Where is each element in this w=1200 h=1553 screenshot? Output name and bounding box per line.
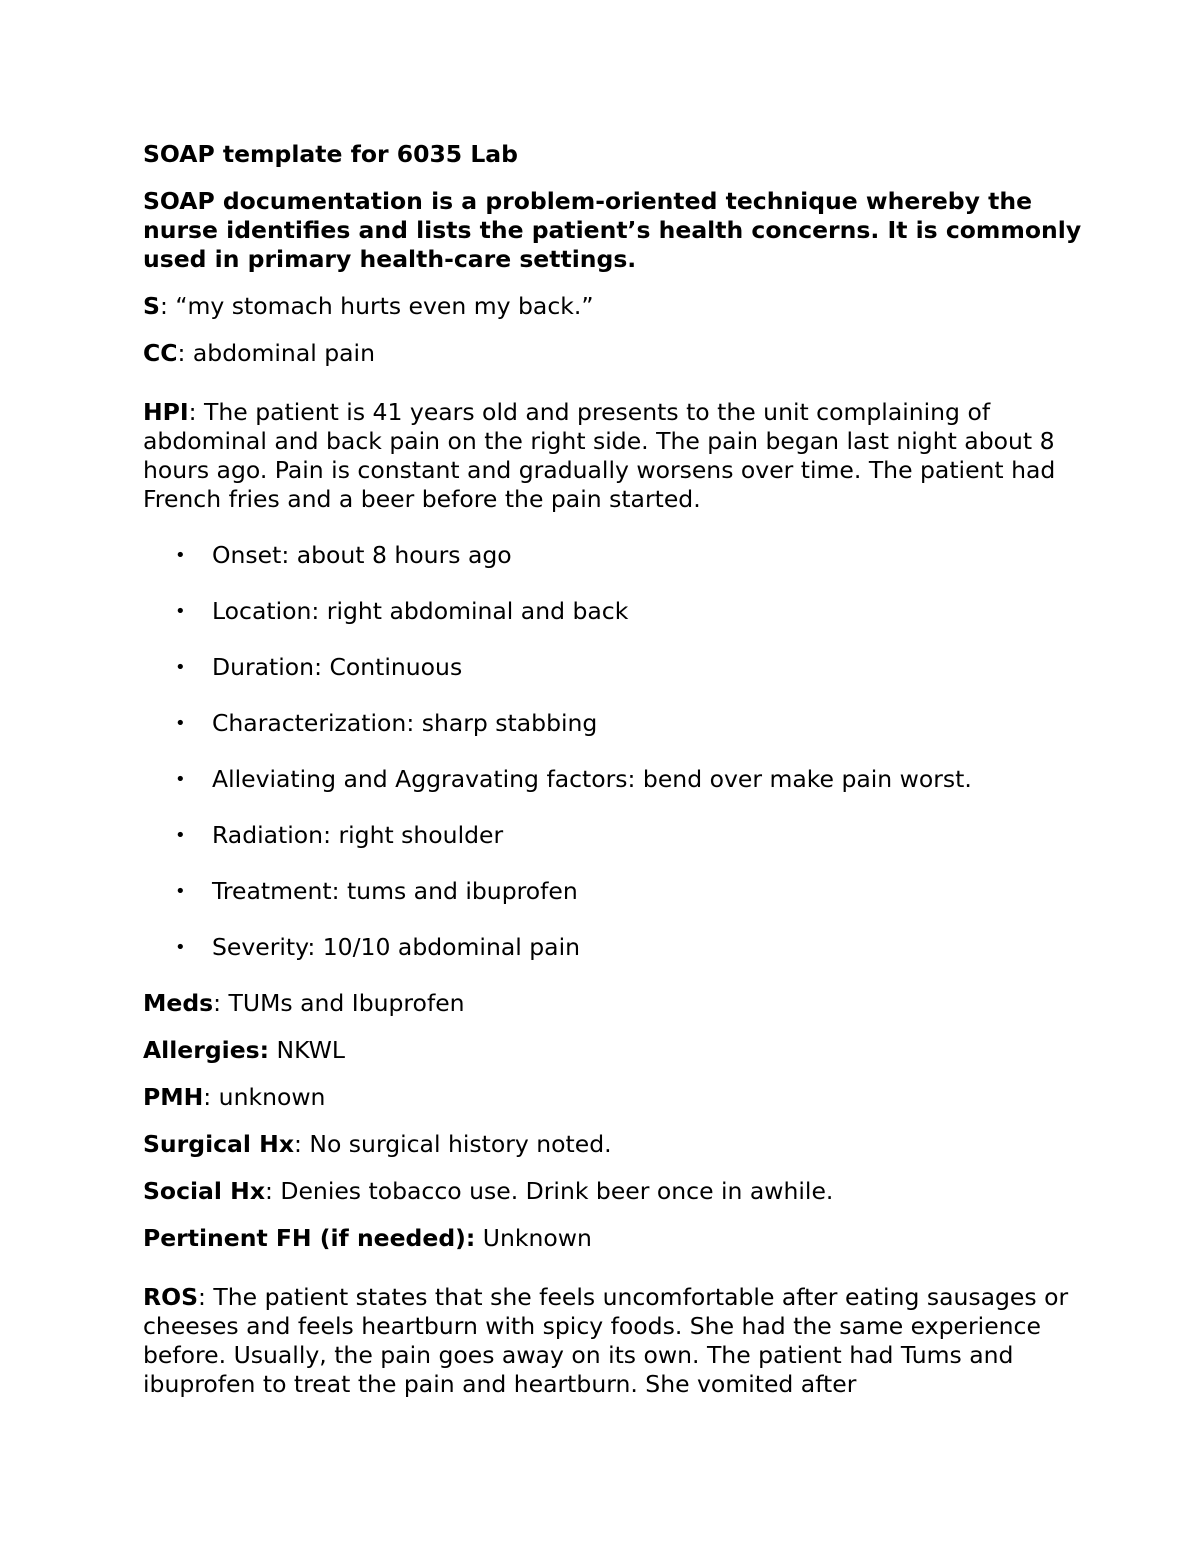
bullet-label: Location: [212, 597, 312, 625]
social-hx-value: Denies tobacco use. Drink beer once in awhile.: [280, 1177, 834, 1205]
chief-complaint-value: abdominal pain: [192, 339, 375, 367]
bullet-icon: •: [175, 769, 186, 790]
hpi-text: The patient is 41 years old and presents to the unit complaining of abdominal and back pain on the right side. The pain began last night about 8 hours ago. Pain is constant and gradually worsens over time. The patient had French fries and a beer before the pain started.: [143, 398, 1056, 513]
list-item: • Severity: 10/10 abdominal pain: [175, 933, 580, 961]
surgical-hx-value: No surgical history noted.: [309, 1130, 612, 1158]
bullet-label: Treatment: [212, 877, 332, 905]
subjective-label: S: [143, 292, 160, 320]
bullet-value: tums and ibuprofen: [346, 877, 578, 905]
social-hx-label: Social Hx: [143, 1177, 265, 1205]
list-item: • Onset: about 8 hours ago: [175, 541, 512, 569]
bullet-value: 10/10 abdominal pain: [322, 933, 580, 961]
meds-line: Meds: TUMs and Ibuprofen: [143, 989, 465, 1017]
subjective-value: “my stomach hurts even my back.”: [175, 292, 594, 320]
hpi-paragraph: HPI: The patient is 41 years old and presents to the unit complaining of abdominal and back pain on the right side. The pain began last night about 8 hours ago. Pain is constant and gradually worsens over time. The patient had French fries and a beer before the pain started.: [143, 398, 1056, 513]
bullet-value: right shoulder: [338, 821, 504, 849]
ros-label: ROS: [143, 1283, 198, 1311]
family-hx-line: [143, 1224, 1083, 1253]
ros-text: The patient states that she feels uncomfortable after eating sausages or cheeses and feels heartburn with spicy foods. She had the same experience before. Usually, the pain goes away on its own. The patient had Tums and ibuprofen to treat the pain and heartburn. She vomited after: [143, 1283, 1069, 1398]
list-item: • Treatment: tums and ibuprofen: [175, 877, 578, 905]
bullet-label: Radiation: [212, 821, 324, 849]
bullet-value: bend over make pain worst.: [642, 765, 972, 793]
pmh-value: unknown: [218, 1083, 326, 1111]
bullet-icon: •: [175, 601, 186, 622]
allergies-label: Allergies:: [143, 1036, 270, 1064]
intro-paragraph: SOAP documentation is a problem-oriented technique whereby the nurse identifies and lists the patient’s health concerns. It is commonly used in primary health-care settings.: [143, 187, 1082, 273]
bullet-icon: •: [175, 937, 186, 958]
bullet-icon: •: [175, 657, 186, 678]
allergies-value: NKWL: [276, 1036, 345, 1064]
list-item: • Radiation: right shoulder: [175, 821, 504, 849]
list-item: • Duration: Continuous: [175, 653, 463, 681]
ros-paragraph: ROS: The patient states that she feels uncomfortable after eating sausages or cheeses and feels heartburn with spicy foods. She had the same experience before. Usually, the pain goes away on its own. The patient had Tums and ibuprofen to treat the pain and heartburn. She vomited after: [143, 1283, 1069, 1398]
bullet-value: right abdominal and back: [326, 597, 629, 625]
list-item: • Alleviating and Aggravating factors: bend over make pain worst.: [175, 765, 972, 793]
subjective-line: S: “my stomach hurts even my back.”: [143, 292, 594, 320]
hpi-bullet-list: [143, 541, 1083, 962]
family-hx-label: Pertinent FH (if needed):: [143, 1224, 476, 1252]
meds-label: Meds: [143, 989, 214, 1017]
surgical-hx-label: Surgical Hx: [143, 1130, 294, 1158]
bullet-value: sharp stabbing: [421, 709, 598, 737]
document-title: SOAP template for 6035 Lab: [143, 140, 518, 168]
chief-complaint-line: CC: abdominal pain: [143, 339, 375, 367]
bullet-icon: •: [175, 713, 186, 734]
bullet-icon: •: [175, 881, 186, 902]
bullet-value: Continuous: [329, 653, 463, 681]
hpi-label: HPI: [143, 398, 189, 426]
bullet-label: Characterization: [212, 709, 407, 737]
bullet-label: Alleviating and Aggravating factors: [212, 765, 628, 793]
bullet-label: Duration: [212, 653, 315, 681]
pmh-label: PMH: [143, 1083, 204, 1111]
bullet-icon: •: [175, 825, 186, 846]
list-item: • Characterization: sharp stabbing: [175, 709, 598, 737]
chief-complaint-label: CC: [143, 339, 178, 367]
bullet-label: Severity: [212, 933, 308, 961]
document-page: [143, 140, 1083, 1399]
surgical-hx-line: Surgical Hx: No surgical history noted.: [143, 1130, 612, 1158]
bullet-icon: •: [175, 545, 186, 566]
family-hx-value: Unknown: [482, 1224, 592, 1252]
social-hx-line: Social Hx: Denies tobacco use. Drink beer once in awhile.: [143, 1177, 834, 1205]
bullet-value: about 8 hours ago: [296, 541, 512, 569]
meds-value: TUMs and Ibuprofen: [228, 989, 465, 1017]
allergies-line: [143, 1036, 1083, 1065]
pmh-line: PMH: unknown: [143, 1083, 326, 1111]
bullet-label: Onset: [212, 541, 282, 569]
list-item: • Location: right abdominal and back: [175, 597, 629, 625]
